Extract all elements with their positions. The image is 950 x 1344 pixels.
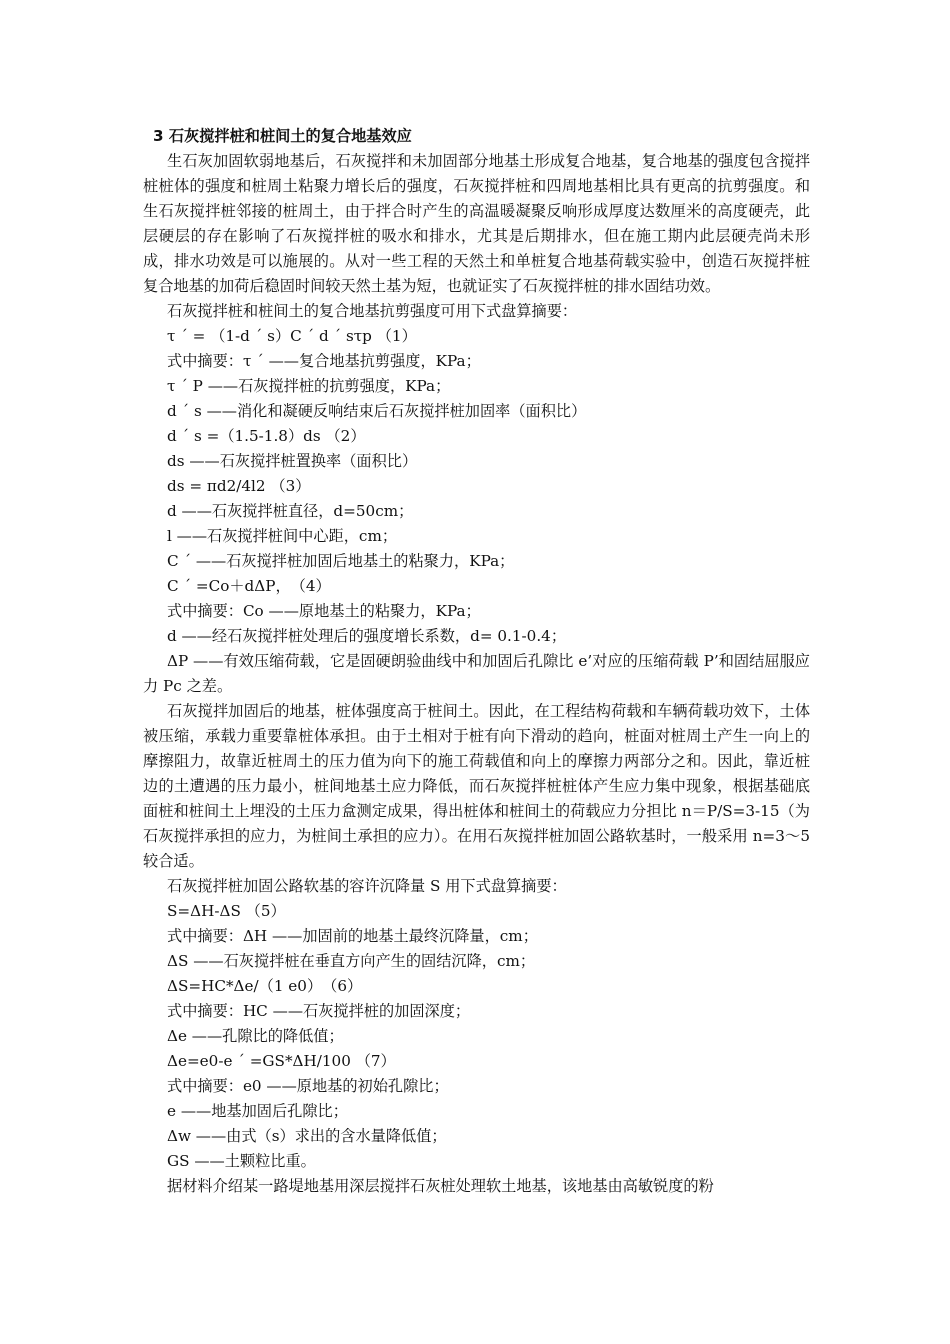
paragraph-compression-load: ΔP ——有效压缩荷载，它是固硬朗验曲线中和加固后孔隙比 e’对应的压缩荷载 P’和固结屈服应力 Pc 之差。 (143, 652, 810, 695)
formula-line: ΔS=HC*Δe/（1 e0） （6） (167, 977, 363, 995)
section-heading: 3 石灰搅拌桩和桩间土的复合地基效应 (153, 127, 412, 145)
text-line: 石灰搅拌桩加固公路软基的容许沉降量 S 用下式盘算摘要： (167, 877, 567, 895)
text-line: 式中摘要：HC ——石灰搅拌桩的加固深度； (167, 1002, 471, 1020)
text-line: 石灰搅拌桩和桩间土的复合地基抗剪强度可用下式盘算摘要： (167, 302, 578, 320)
formula-line: C ´ =Co＋dΔP， （4） (167, 577, 331, 595)
text-line: 式中摘要：τ ´ ——复合地基抗剪强度，KPa； (167, 352, 481, 370)
formula-line: S=ΔH-ΔS （5） (167, 902, 286, 920)
formula-line: τ ´ = （1-d ´ s）C ´ d ´ sτp （1） (167, 327, 417, 345)
text-line: d ´ s ——消化和凝硬反响结束后石灰搅拌桩加固率（面积比） (167, 402, 587, 420)
text-line: τ ´ P ——石灰搅拌桩的抗剪强度，KPa； (167, 377, 451, 395)
text-line: d ——经石灰搅拌桩处理后的强度增长系数，d= 0.1-0.4； (167, 627, 567, 645)
text-line: Δw ——由式（s）求出的含水量降低值； (167, 1127, 447, 1145)
paragraph-composite-foundation: 生石灰加固软弱地基后，石灰搅拌和未加固部分地基土形成复合地基，复合地基的强度包含搅拌桩桩体的强度和桩周土粘聚力增长后的强度，石灰搅拌桩和四周地基相比具有更高的抗剪强度。和生石灰搅拌桩邻接的桩周土，由于拌合时产生的高温暖凝聚反响形成厚度达数厘米的高度硬壳，此层硬层的存在影响了石灰搅拌桩的吸水和排水，尤其是后期排水，但在施工期内此层硬壳尚未形成，排水功效是可以施展的。从对一些工程的天然土和单桩复合地基荷载实验中，创造石灰搅拌桩复合地基的加荷后稳固时间较天然土基为短，也就证实了石灰搅拌桩的排水固结功效。 (143, 152, 810, 295)
text-line: 据材料介绍某一路堤地基用深层搅拌石灰桩处理软土地基，该地基由高敏锐度的粉 (167, 1177, 714, 1195)
text-line: C ´ ——石灰搅拌桩加固后地基土的粘聚力，KPa； (167, 552, 515, 570)
document-body (143, 124, 810, 1199)
text-line: 式中摘要：ΔH ——加固前的地基土最终沉降量，cm； (167, 927, 538, 945)
text-line: 式中摘要：Co ——原地基土的粘聚力，KPa； (167, 602, 481, 620)
text-line: ΔS ——石灰搅拌桩在垂直方向产生的固结沉降，cm； (167, 952, 536, 970)
text-line: e ——地基加固后孔隙比； (167, 1102, 348, 1120)
text-line: d ——石灰搅拌桩直径，d=50cm； (167, 502, 414, 520)
text-line: 式中摘要：e0 ——原地基的初始孔隙比； (167, 1077, 449, 1095)
formula-line: ds = πd2/4l2 （3） (167, 477, 311, 495)
formula-line: d ´ s =（1.5-1.8）ds （2） (167, 427, 366, 445)
paragraph-stress-distribution: 石灰搅拌加固后的地基，桩体强度高于桩间土。因此，在工程结构荷载和车辆荷载功效下，土体被压缩，承载力重要靠桩体承担。由于土相对于桩有向下滑动的趋向，桩面对桩周土产生一向上的摩擦阻力，故靠近桩周土的压力值为向下的施工荷载值和向上的摩擦力两部分之和。因此，靠近桩边的土遭遇的压力最小，桩间地基土应力降低，而石灰搅拌桩桩体产生应力集中现象，根据基础底面桩和桩间土上埋没的土压力盒测定成果，得出桩体和桩间土的荷载应力分担比 n＝P/S=3-15（为石灰搅拌承担的应力，为桩间土承担的应力）。在用石灰搅拌桩加固公路软基时，一般采用 n=3～5 较合适。 (143, 702, 810, 870)
text-line: Δe ——孔隙比的降低值； (167, 1027, 344, 1045)
text-line: GS ——土颗粒比重。 (167, 1152, 316, 1170)
text-line: l ——石灰搅拌桩间中心距，cm； (167, 527, 398, 545)
text-line: ds ——石灰搅拌桩置换率（面积比） (167, 452, 418, 470)
formula-line: Δe=e0-e ´ =GS*ΔH/100 （7） (167, 1052, 396, 1070)
